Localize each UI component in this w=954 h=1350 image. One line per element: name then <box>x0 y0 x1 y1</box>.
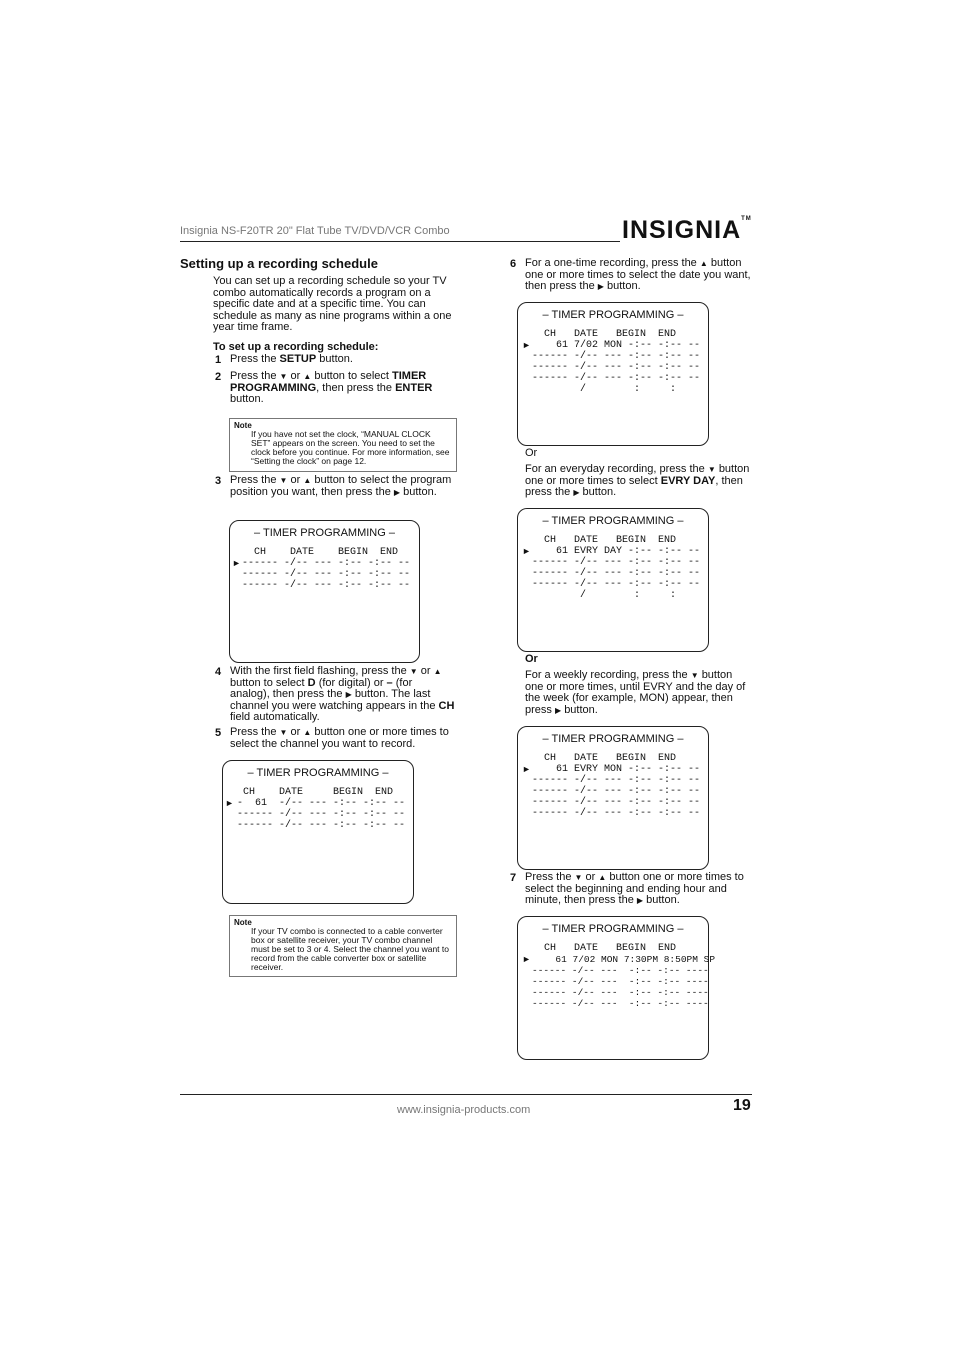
step-number: 3 <box>215 475 222 487</box>
screen-row: ------ -/-- --- -:-- -:-- -- <box>242 558 411 569</box>
screen-row: ------ -/-- --- -:-- -:-- -- <box>532 579 701 590</box>
screen-title: – TIMER PROGRAMMING – <box>542 923 684 935</box>
cursor-arrow-icon: ► <box>522 764 531 774</box>
step-4-text: With the first field flashing, press the ▼ or ▲ button to select D (for digital) or – (for analog), then press the ▶ button. The last channel you were watching appears in the CH field automatically. <box>230 665 455 723</box>
footer-url: www.insignia-products.com <box>397 1104 531 1116</box>
screen-row: ------ -/-- --- -:-- -:-- -- <box>532 808 701 819</box>
or-label: Or <box>525 653 538 665</box>
down-arrow-icon: ▼ <box>409 667 418 676</box>
screen-row: ------ -/-- --- -:-- -:-- ---- <box>532 987 709 998</box>
note-text: If your TV combo is connected to a cable converter box or satellite receiver, your TV combo channel must be set to 3 or 4. Select the channel you want to record from the cable converter box or satellite receiver. <box>251 926 449 972</box>
step-number: 5 <box>215 727 222 739</box>
step-number: 6 <box>510 258 517 270</box>
down-arrow-icon: ▼ <box>279 728 288 737</box>
screen-title: – TIMER PROGRAMMING – <box>542 309 684 321</box>
screen-row: ------ -/-- --- -:-- -:-- ---- <box>532 965 709 976</box>
down-arrow-icon: ▼ <box>279 372 288 381</box>
down-arrow-icon: ▼ <box>707 465 716 474</box>
screen-header: CH DATE BEGIN END <box>237 787 394 798</box>
screen-header: CH DATE BEGIN END <box>544 535 677 546</box>
screen-row: ------ -/-- --- -:-- -:-- -- <box>532 351 701 362</box>
page-number: 19 <box>733 1097 751 1114</box>
or-label: Or <box>525 447 538 459</box>
header-rule <box>180 241 620 242</box>
screen-header: CH DATE BEGIN END <box>544 753 677 764</box>
tv-screen-2 <box>222 760 414 904</box>
screen-row: ------ -/-- --- -:-- -:-- -- <box>242 580 411 591</box>
screen-row: ------ -/-- --- -:-- -:-- -- <box>532 568 701 579</box>
down-arrow-icon: ▼ <box>690 671 699 680</box>
weekly-text: For a weekly recording, press the ▼ button one or more times, until EVRY and the day of the week (for example, MON) appear, then press ▶ button. <box>525 669 746 716</box>
screen-row: - 61 -/-- --- -:-- -:-- -- <box>237 798 406 809</box>
up-arrow-icon: ▲ <box>303 476 312 485</box>
note-label: Note <box>234 421 252 430</box>
screen-row: ------ -/-- --- -:-- -:-- -- <box>532 797 701 808</box>
screen-row: ------ -/-- --- -:-- -:-- -- <box>532 557 701 568</box>
right-arrow-icon: ▶ <box>345 690 352 699</box>
footer-rule <box>180 1094 752 1095</box>
cursor-arrow-icon: ► <box>522 546 531 556</box>
screen-row: ------ -/-- --- -:-- -:-- -- <box>237 809 406 820</box>
step-1-text: Press the SETUP button. <box>230 353 353 365</box>
right-arrow-icon: ▶ <box>597 282 604 291</box>
screen-row: 61 7/02 MON -:-- -:-- -- <box>544 340 701 351</box>
screen-row: ------ -/-- --- -:-- -:-- -- <box>237 820 406 831</box>
up-arrow-icon: ▲ <box>598 873 607 882</box>
intro-paragraph: You can set up a recording schedule so your TV combo automatically records a program on a specific date and at a specific time. You can schedule as many as nine programs within a one year time frame. <box>213 275 452 333</box>
screen-row: / : : <box>532 384 677 395</box>
step-7-text: Press the ▼ or ▲ button one or more times to select the beginning and ending hour and minute, then press the ▶ button. <box>525 871 744 906</box>
down-arrow-icon: ▼ <box>279 476 288 485</box>
cursor-arrow-icon: ► <box>225 798 234 808</box>
tv-screen-5 <box>517 726 709 870</box>
up-arrow-icon: ▲ <box>433 667 442 676</box>
tv-screen-4 <box>517 508 709 652</box>
step-5-text: Press the ▼ or ▲ button one or more times to select the channel you want to record. <box>230 726 449 750</box>
tv-screen-6 <box>517 916 716 1060</box>
step-number: 4 <box>215 666 222 678</box>
cursor-arrow-icon: ► <box>232 558 241 568</box>
screen-header: CH DATE BEGIN END <box>242 547 399 558</box>
screen-row: ------ -/-- --- -:-- -:-- ---- <box>532 998 709 1009</box>
step-number: 2 <box>215 371 222 383</box>
note-box-2 <box>229 915 457 977</box>
screen-title: – TIMER PROGRAMMING – <box>247 767 389 779</box>
screen-row: / : : <box>532 590 677 601</box>
up-arrow-icon: ▲ <box>303 728 312 737</box>
screen-row: ------ -/-- --- -:-- -:-- -- <box>532 786 701 797</box>
tv-screen-3 <box>517 302 709 446</box>
screen-row: 61 EVRY MON -:-- -:-- -- <box>544 764 701 775</box>
right-arrow-icon: ▶ <box>554 705 562 715</box>
logo-tm: TM <box>741 216 752 222</box>
right-arrow-icon: ▶ <box>573 488 580 497</box>
screen-row: ------ -/-- --- -:-- -:-- ---- <box>532 976 709 987</box>
screen-row: 61 EVRY DAY -:-- -:-- -- <box>544 546 701 557</box>
up-arrow-icon: ▲ <box>699 259 708 268</box>
screen-header: CH DATE BEGIN END <box>544 943 677 954</box>
everyday-text: For an everyday recording, press the ▼ button one or more times to select EVRY DAY, then press the ▶ button. <box>525 463 750 498</box>
note-box-1 <box>229 418 457 472</box>
insignia-logo <box>622 216 752 245</box>
screen-row: ------ -/-- --- -:-- -:-- -- <box>532 362 701 373</box>
cursor-arrow-icon: ► <box>522 340 531 350</box>
right-arrow-icon: ▶ <box>636 896 644 905</box>
section-title: Setting up a recording schedule <box>180 256 378 271</box>
screen-title: – TIMER PROGRAMMING – <box>254 527 395 539</box>
note-label: Note <box>234 918 252 927</box>
step-6-text: For a one-time recording, press the ▲ button one or more times to select the date you want, then press the ▶ button. <box>525 257 751 292</box>
up-arrow-icon: ▲ <box>303 372 312 381</box>
step-number: 7 <box>510 872 517 884</box>
cursor-arrow-icon: ► <box>522 954 531 964</box>
logo-text: INSIGNIA <box>622 216 742 244</box>
down-arrow-icon: ▼ <box>574 873 583 882</box>
note-text: If you have not set the clock, “MANUAL CLOCK SET” appears on the screen. You need to set the clock before you continue. For more information, see “Setting the clock” on page 12. <box>251 429 450 466</box>
screen-row: 61 7/02 MON 7:30PM 8:50PM SP <box>544 954 716 965</box>
screen-row: ------ -/-- --- -:-- -:-- -- <box>242 569 411 580</box>
procedure-heading: To set up a recording schedule: <box>213 341 379 353</box>
tv-screen-1 <box>229 520 420 663</box>
right-arrow-icon: ▶ <box>393 487 401 497</box>
step-number: 1 <box>215 354 222 366</box>
screen-row: ------ -/-- --- -:-- -:-- -- <box>532 373 701 384</box>
screen-header: CH DATE BEGIN END <box>544 329 677 340</box>
step-3-text: Press the ▼ or ▲ button to select the program position you want, then press the ▶ button. <box>230 474 452 498</box>
step-2-text: Press the ▼ or ▲ button to select TIMER PROGRAMMING, then press the ENTER button. <box>230 370 433 405</box>
screen-title: – TIMER PROGRAMMING – <box>542 515 684 527</box>
header-title: Insignia NS-F20TR 20" Flat Tube TV/DVD/VCR Combo <box>180 225 450 237</box>
screen-row: ------ -/-- --- -:-- -:-- -- <box>532 775 701 786</box>
screen-title: – TIMER PROGRAMMING – <box>542 733 684 745</box>
